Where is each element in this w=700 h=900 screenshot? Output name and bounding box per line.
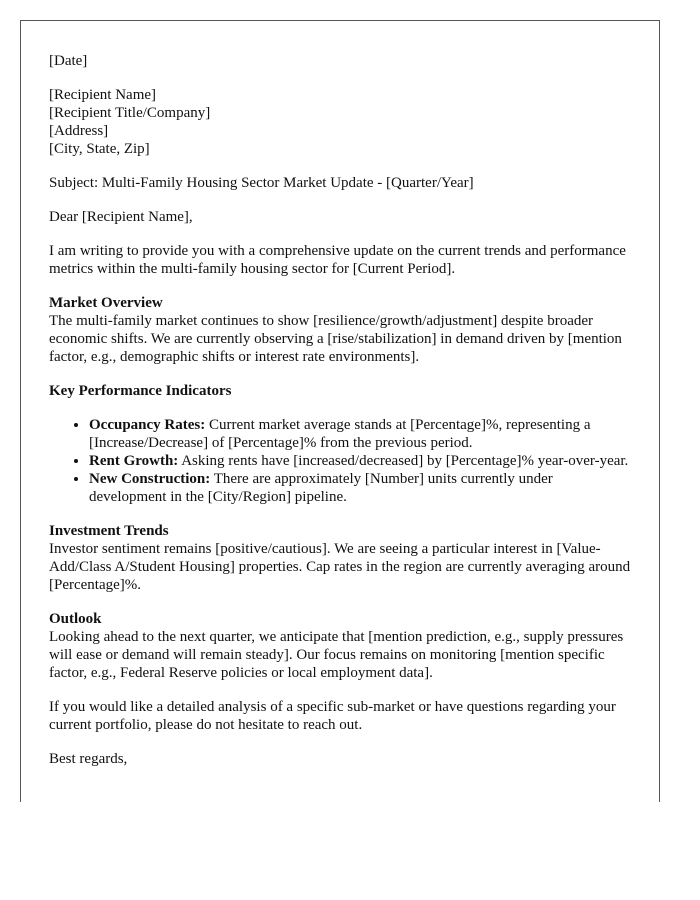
kpi-item-new-construction — [89, 470, 631, 506]
recipient-title-company: [Recipient Title/Company] — [49, 105, 211, 121]
investment-trends-body: Investor sentiment remains [positive/cautious]. We are seeing a particular interest in [Value-Add/Class A/Student Housing] properties. Cap rates in the region are currently averaging around [Percentage]%. — [49, 541, 631, 593]
outlook-body: Looking ahead to the next quarter, we anticipate that [mention prediction, e.g., supply pressures will ease or demand will remain steady]. Our focus remains on monitoring [mention specific factor, e.g., Federal Reserve policies or local employment data]. — [49, 629, 624, 681]
kpi-item-rent-growth — [89, 452, 631, 470]
letter-intro: I am writing to provide you with a comprehensive update on the current trends and performance metrics within the multi-family housing sector for [Current Period]. — [49, 243, 626, 277]
kpi-list — [49, 416, 631, 506]
kpi-label: New Construction: — [89, 471, 211, 487]
market-overview-section — [49, 294, 631, 366]
kpi-label: Occupancy Rates: — [89, 417, 206, 433]
closing-paragraph: If you would like a detailed analysis of a specific sub-market or have questions regarding your current portfolio, please do not hesitate to reach out. — [49, 699, 616, 733]
letter-page — [20, 20, 660, 802]
outlook-section — [49, 610, 631, 682]
kpi-item-occupancy — [89, 416, 631, 452]
market-overview-body: The multi-family market continues to show [resilience/growth/adjustment] despite broader economic shifts. We are currently observing a [rise/stabilization] in demand driven by [mention factor, e.g., demographic shifts or interest rate environments]. — [49, 313, 622, 365]
investment-trends-section — [49, 522, 631, 594]
investment-trends-heading: Investment Trends — [49, 523, 169, 539]
kpi-text: Current market average stands at [Percentage]%, representing a [Increase/Decrease] of [Percentage]% from the previous period. — [89, 417, 591, 451]
kpi-label: Rent Growth: — [89, 453, 179, 469]
recipient-address-block — [49, 86, 631, 158]
letter-subject: Subject: Multi-Family Housing Sector Market Update - [Quarter/Year] — [49, 175, 474, 191]
recipient-city-state-zip: [City, State, Zip] — [49, 141, 150, 157]
kpi-text: There are approximately [Number] units currently under development in the [City/Region] pipeline. — [89, 471, 553, 505]
kpi-text: Asking rents have [increased/decreased] by [Percentage]% year-over-year. — [178, 453, 629, 469]
recipient-address: [Address] — [49, 123, 109, 139]
letter-salutation: Dear [Recipient Name], — [49, 209, 193, 225]
recipient-name: [Recipient Name] — [49, 87, 157, 103]
outlook-heading: Outlook — [49, 611, 102, 627]
letter-date: [Date] — [49, 53, 88, 69]
market-overview-heading: Market Overview — [49, 295, 163, 311]
kpi-heading: Key Performance Indicators — [49, 383, 232, 399]
letter-signoff: Best regards, — [49, 751, 128, 767]
